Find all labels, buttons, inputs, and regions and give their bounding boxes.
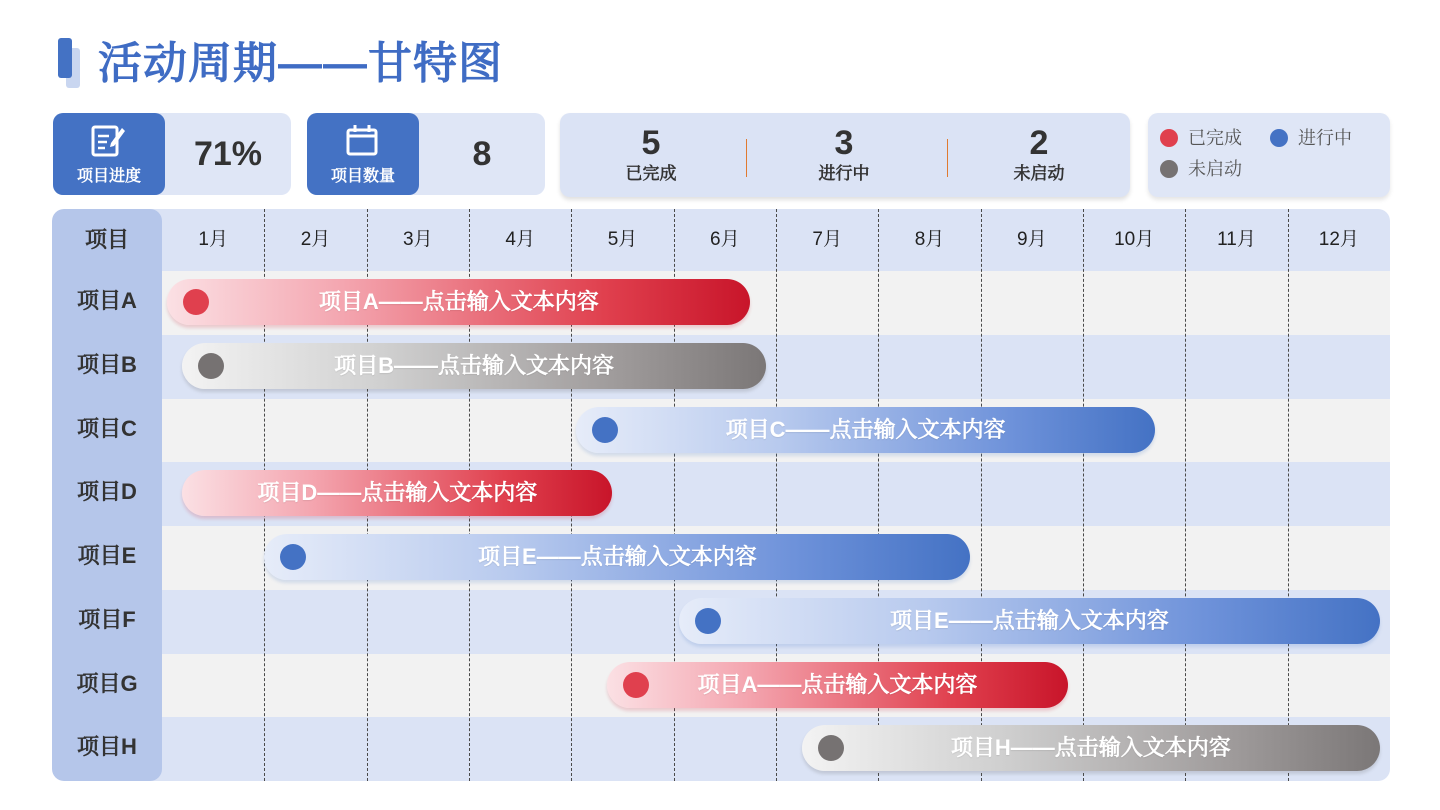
gantt-bar[interactable] <box>182 470 612 516</box>
legend-item-not-started <box>1160 158 1242 180</box>
gantt-chart <box>52 209 1390 781</box>
month-label: 5月 <box>607 229 638 250</box>
gantt-bar-label: 项目E——点击输入文本内容 <box>890 607 1169 633</box>
gantt-bar-label: 项目E——点击输入文本内容 <box>478 544 757 569</box>
month-label: 9月 <box>1017 229 1047 250</box>
count-badge <box>307 113 419 195</box>
month-gridline <box>1083 209 1084 781</box>
edit-document-icon <box>91 123 127 157</box>
legend-label: 进行中 <box>1298 128 1352 148</box>
legend-dot-completed <box>1160 129 1178 147</box>
summary-divider <box>947 139 948 177</box>
count-value: 8 <box>472 135 492 173</box>
project-row-label: 项目D <box>77 479 137 505</box>
gantt-bar-label: 项目A——点击输入文本内容 <box>697 671 978 697</box>
month-label: 4月 <box>505 229 535 250</box>
project-column-header: 项目 <box>84 227 129 252</box>
project-row-label: 项目F <box>78 606 136 632</box>
month-label: 3月 <box>403 229 433 250</box>
legend-dot-in-progress <box>1270 129 1288 147</box>
gantt-bar-label: 项目H——点击输入文本内容 <box>950 735 1231 761</box>
month-gridline <box>1288 209 1289 781</box>
summary-not-started-label: 未启动 <box>1013 164 1065 183</box>
gantt-bar[interactable] <box>167 279 750 325</box>
project-row-label: 项目G <box>76 670 138 696</box>
calendar-icon <box>345 123 381 157</box>
gantt-bar-label: 项目D——点击输入文本内容 <box>257 480 538 506</box>
month-label: 8月 <box>914 229 945 250</box>
gantt-bar[interactable] <box>802 725 1380 771</box>
project-row-label: 项目B <box>77 351 137 377</box>
gantt-bar[interactable] <box>264 534 970 580</box>
project-row-label: 项目C <box>77 415 137 441</box>
month-label: 6月 <box>710 229 740 250</box>
summary-in-progress-number: 3 <box>834 124 854 162</box>
gantt-bar-label: 项目B——点击输入文本内容 <box>334 352 615 378</box>
month-label: 1月 <box>198 229 228 250</box>
month-label: 2月 <box>300 229 331 250</box>
gantt-bar[interactable] <box>576 407 1154 453</box>
month-label: 7月 <box>812 229 842 250</box>
month-label: 12月 <box>1318 229 1359 250</box>
page-title: 活动周期——甘特图 <box>98 39 503 88</box>
month-label: 11月 <box>1217 229 1256 250</box>
project-row-label: 项目H <box>77 734 137 760</box>
progress-badge <box>53 113 165 195</box>
legend <box>1148 113 1390 197</box>
project-row-label: 项目A <box>77 288 137 313</box>
count-label: 项目数量 <box>330 168 395 185</box>
legend-label: 未启动 <box>1188 159 1242 179</box>
progress-label: 项目进度 <box>76 168 141 185</box>
count-card <box>307 113 545 195</box>
month-gridline <box>1185 209 1186 781</box>
status-summary <box>560 113 1130 197</box>
title-accent-bar <box>58 38 72 78</box>
summary-divider <box>746 139 747 177</box>
gantt-bar[interactable] <box>182 343 765 389</box>
gantt-bar-label: 项目A——点击输入文本内容 <box>318 289 599 314</box>
summary-not-started <box>979 123 1099 185</box>
legend-item-in-progress <box>1270 127 1352 149</box>
summary-completed <box>591 123 711 185</box>
summary-not-started-number: 2 <box>1029 124 1049 162</box>
gantt-bar-label: 项目C——点击输入文本内容 <box>725 416 1006 442</box>
month-label: 10月 <box>1114 229 1155 250</box>
summary-in-progress-label: 进行中 <box>818 164 870 183</box>
progress-value: 71% <box>193 135 263 173</box>
summary-completed-number: 5 <box>641 124 661 162</box>
project-row-label: 项目E <box>77 543 137 568</box>
summary-in-progress <box>784 123 904 185</box>
progress-card <box>53 113 291 195</box>
summary-completed-label: 已完成 <box>625 164 677 183</box>
gantt-bar[interactable] <box>679 598 1380 644</box>
legend-label: 已完成 <box>1188 128 1242 148</box>
legend-dot-not-started <box>1160 160 1178 178</box>
gantt-bar[interactable] <box>607 662 1068 708</box>
legend-item-completed <box>1160 127 1242 149</box>
